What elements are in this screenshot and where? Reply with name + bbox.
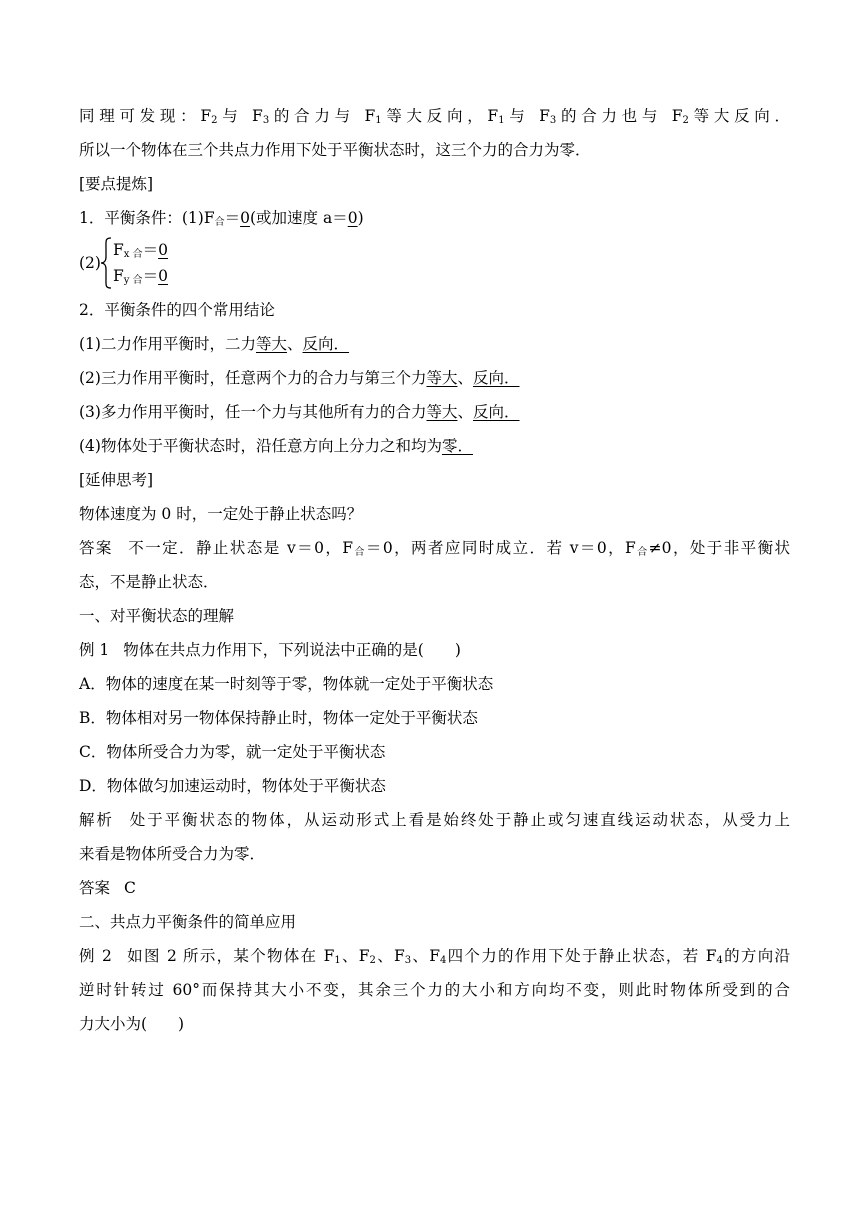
example-1-option-d: D．物体做匀加速运动时，物体处于平衡状态 [79, 777, 386, 795]
example-1-option-a: A．物体的速度在某一时刻等于零，物体就一定处于平衡状态 [79, 675, 494, 693]
left-brace-icon [100, 237, 112, 289]
condition-fy-row: $F_{y 合}=0$ [113, 267, 168, 286]
example-1-option-c: C．物体所受合力为零，就一定处于平衡状态 [79, 743, 386, 761]
conclusion-2: (2)三力作用平衡时，任意两个力的合力与第三个力等大、反向． [79, 369, 520, 387]
paragraph-line-1: 同理可发现：$F_2$与 $F_3$的合力与 $F_1$等大反向，$F_1$与 $F_3$的合力也与 $F_2$等大反向． [79, 107, 791, 126]
example-2-question-line-2: 逆时针转过 60°而保持其大小不变，其余三个力的大小和方向均不变，则此时物体所受到的合 [79, 981, 790, 999]
example-1-answer: 答案 C [79, 879, 136, 897]
equilibrium-condition-1: 1．平衡条件：$(1)F_合=0$(或加速度 a＝0) [79, 209, 364, 228]
thinking-answer-line-2: 态，不是静止状态． [79, 573, 219, 591]
section-heading-key-points: [要点提炼] [79, 175, 154, 193]
example-1-analysis-line-1: 解析 处于平衡状态的物体，从运动形式上看是始终处于静止或匀速直线运动状态，从受力上 [79, 811, 790, 829]
conclusion-1: (1)二力作用平衡时，二力等大、反向． [79, 335, 350, 353]
conclusion-3: (3)多力作用平衡时，任一个力与其他所有力的合力等大、反向． [79, 403, 520, 421]
example-2-question-line-1: 例 2 如图 2 所示，某个物体在 $F_1$、$F_2$、$F_3$、$F_4$四个力的作用下处于静止状态，若 $F_4$的方向沿 [79, 947, 790, 966]
example-1-option-b: B．物体相对另一物体保持静止时，物体一定处于平衡状态 [79, 709, 478, 727]
example-1-analysis-line-2: 来看是物体所受合力为零． [79, 845, 266, 863]
section-heading-1: 一、对平衡状态的理解 [79, 607, 235, 625]
section-heading-extended-thinking: [延伸思考] [79, 471, 154, 489]
thinking-question: 物体速度为 0 时，一定处于静止状态吗？ [79, 505, 363, 523]
paragraph-line-2: 所以一个物体在三个共点力作用下处于平衡状态时，这三个力的合力为零． [79, 141, 591, 159]
conclusions-heading: 2．平衡条件的四个常用结论 [79, 301, 275, 319]
example-1-question: 例 1 物体在共点力作用下，下列说法中正确的是( ) [79, 641, 461, 659]
section-heading-2: 二、共点力平衡条件的简单应用 [79, 913, 297, 931]
condition-fx-row: $F_{x 合}=0$ [113, 241, 168, 260]
conclusion-4: (4)物体处于平衡状态时，沿任意方向上分力之和均为零． [79, 437, 473, 455]
thinking-answer-line-1: 答案 不一定．静止状态是 v＝0，$F_合=0$，两者应同时成立．若 v＝0，$F_合\ne 0$，处于非平衡状 [79, 539, 790, 558]
condition-2-label: (2) [79, 254, 101, 272]
example-2-question-line-3: 力大小为( ) [79, 1015, 185, 1033]
